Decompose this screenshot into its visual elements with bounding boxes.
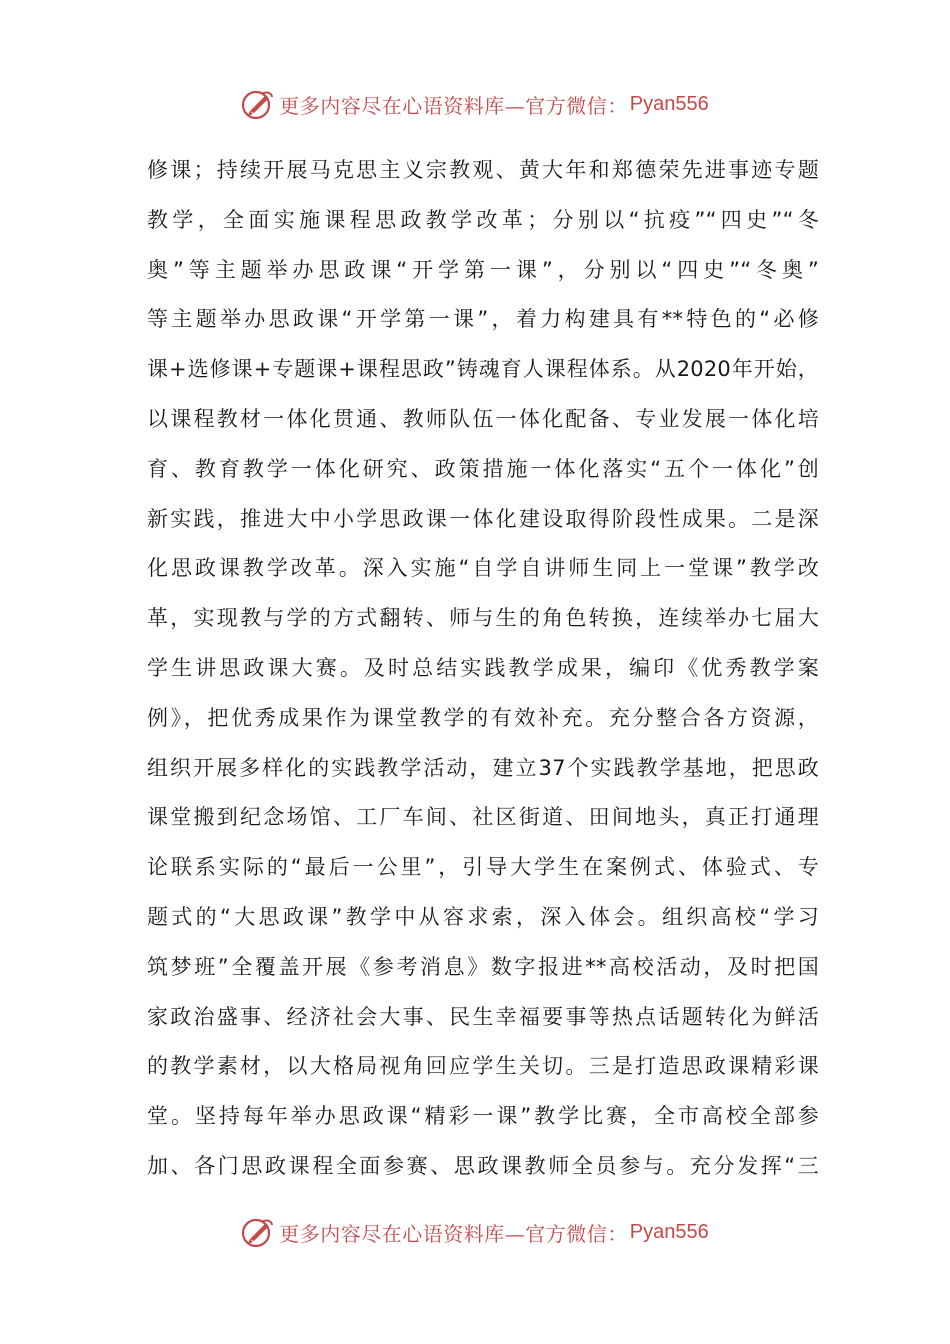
body-text [147, 146, 819, 1192]
text-line: 学生讲思政课大赛。及时总结实践教学成果，编印《优秀教学案 [147, 655, 819, 680]
header-wechat-id: Pyan556 [629, 92, 709, 115]
header-banner [0, 84, 950, 124]
pen-logo-icon [241, 87, 275, 121]
header-text: 更多内容尽在心语资料库—官方微信： [279, 93, 628, 118]
text-line: 课堂搬到纪念场馆、工厂车间、社区街道、田间地头，真正打通理 [147, 805, 819, 830]
text-line: 奥”等主题举办思政课“开学第一课”，分别以“四史”“冬奥” [147, 257, 819, 282]
text-line: 加、各门思政课程全面参赛、思政课教师全员参与。充分发挥“三 [147, 1153, 819, 1178]
footer-banner [0, 1212, 950, 1252]
text-line: 家政治盛事、经济社会大事、民生幸福要事等热点话题转化为鲜活 [147, 1004, 819, 1029]
text-line: 修课；持续开展马克思主义宗教观、黄大年和郑德荣先进事迹专题 [147, 158, 819, 182]
text-line: 例》，把优秀成果作为课堂教学的有效补充。充分整合各方资源， [147, 705, 819, 730]
text-line: 新实践，推进大中小学思政课一体化建设取得阶段性成果。二是深 [147, 506, 819, 531]
text-line: 堂。坚持每年举办思政课“精彩一课”教学比赛，全市高校全部参 [147, 1104, 819, 1129]
text-line: 育、教育教学一体化研究、政策措施一体化落实“五个一体化”创 [147, 456, 819, 481]
footer-wechat-id: Pyan556 [629, 1220, 709, 1243]
pen-logo-icon [241, 1215, 275, 1249]
text-line: 组织开展多样化的实践教学活动，建立37个实践教学基地，把思政 [147, 755, 819, 780]
text-line: 教学，全面实施课程思政教学改革；分别以“抗疫”“四史”“冬 [147, 207, 819, 232]
text-line: 化思政课教学改革。深入实施“自学自讲师生同上一堂课”教学改 [147, 556, 819, 581]
text-line: 筑梦班”全覆盖开展《参考消息》数字报进**高校活动，及时把国 [147, 954, 819, 979]
text-line: 的教学素材，以大格局视角回应学生关切。三是打造思政课精彩课 [147, 1054, 819, 1079]
text-line: 革，实现教与学的方式翻转、师与生的角色转换，连续举办七届大 [147, 606, 819, 631]
text-line: 论联系实际的“最后一公里”，引导大学生在案例式、体验式、专 [147, 855, 819, 880]
text-line: 课+选修课+专题课+课程思政”铸魂育人课程体系。从2020年开始， [147, 357, 819, 382]
text-line: 题式的“大思政课”教学中从容求索，深入体会。组织高校“学习 [147, 904, 819, 929]
text-line: 以课程教材一体化贯通、教师队伍一体化配备、专业发展一体化培 [147, 406, 819, 431]
text-line: 等主题举办思政课“开学第一课”，着力构建具有**特色的“必修 [147, 307, 819, 332]
footer-text: 更多内容尽在心语资料库—官方微信： [279, 1221, 628, 1246]
